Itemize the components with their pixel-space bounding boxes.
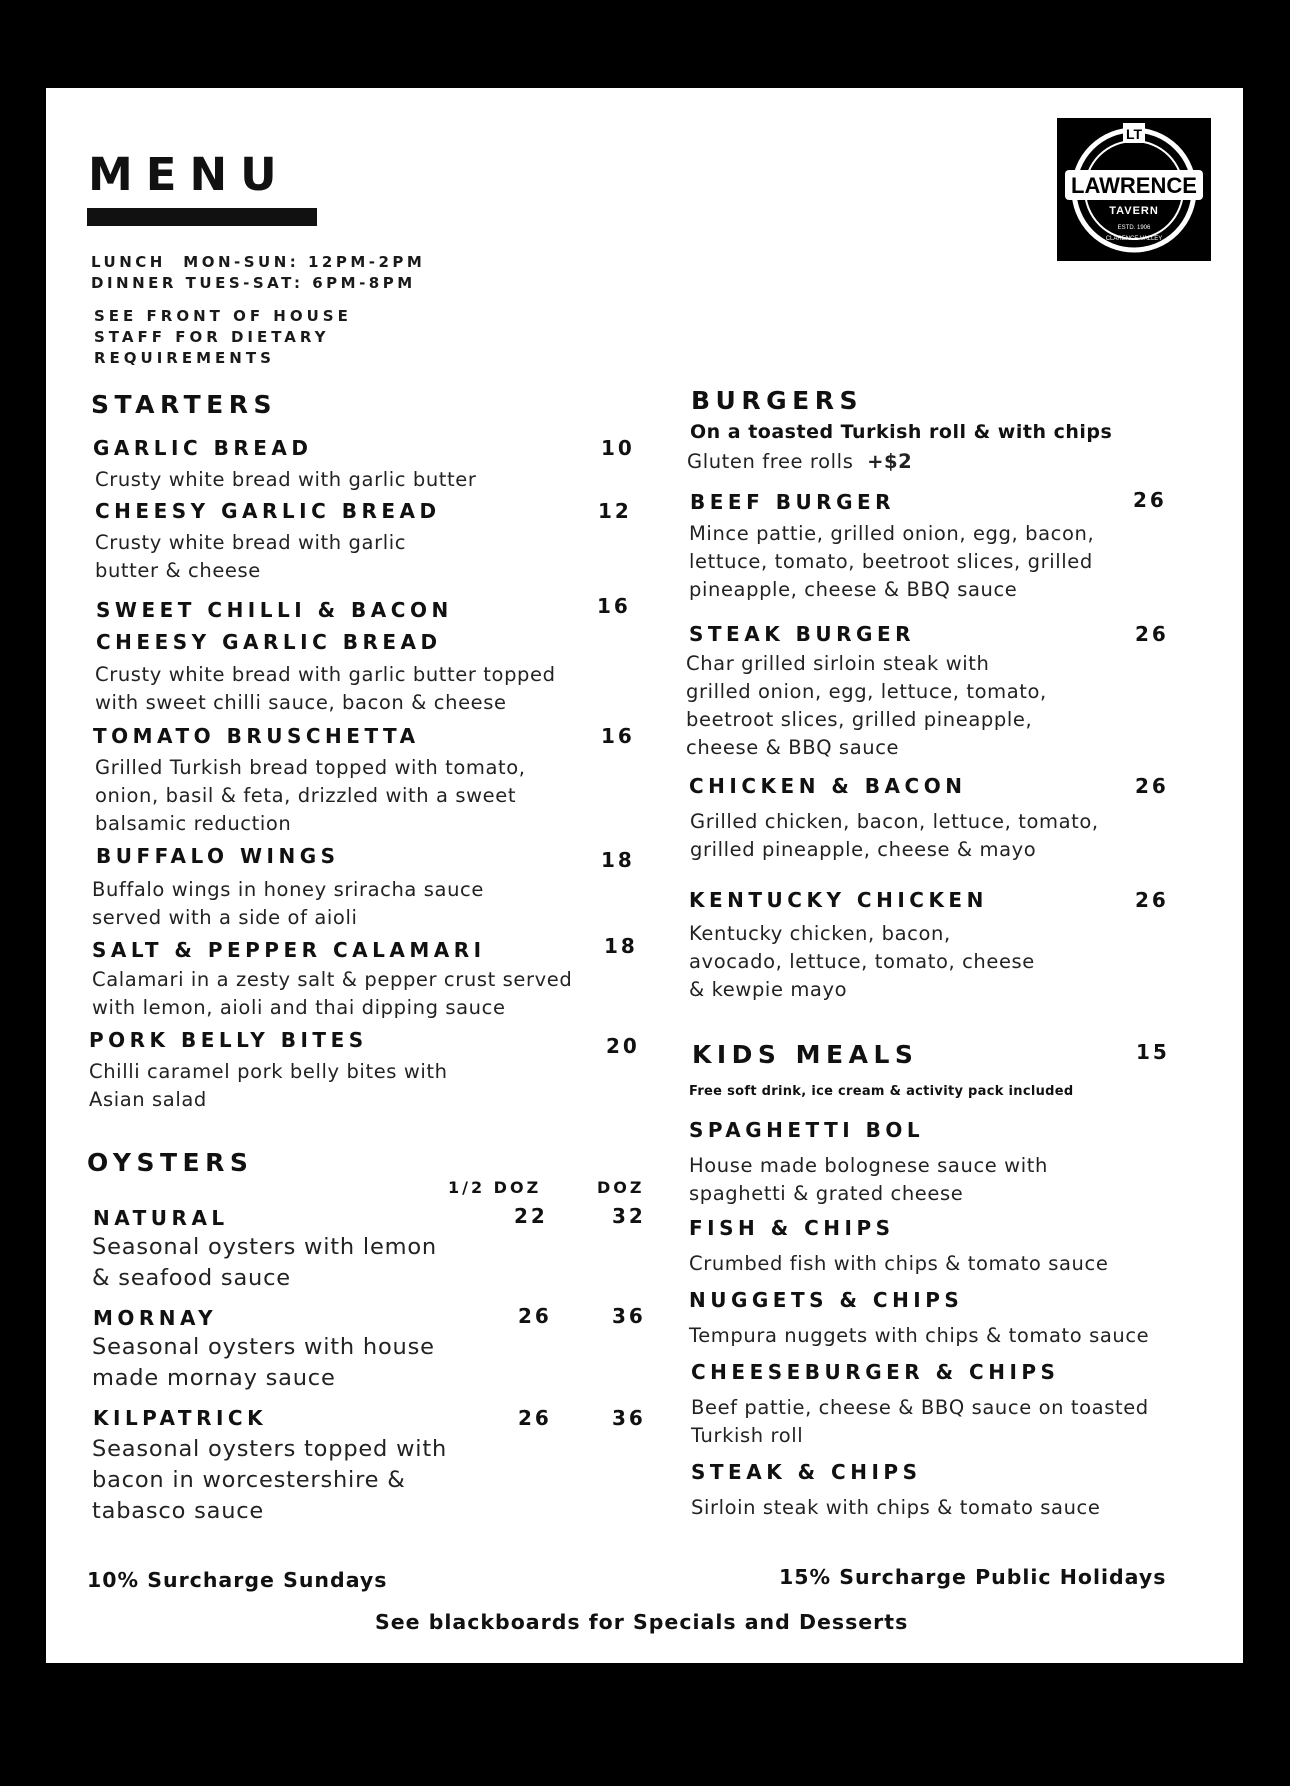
oysters-dozen-header: DOZ xyxy=(597,1178,645,1197)
starter-desc: Chilli caramel pork belly bites with Asian salad xyxy=(89,1060,448,1111)
oyster-name: MORNAY xyxy=(93,1306,218,1330)
starter-price: 18 xyxy=(604,934,638,958)
oyster-dozen-price: 32 xyxy=(612,1204,646,1228)
kids-meal-desc: Crumbed fish with chips & tomato sauce xyxy=(689,1252,1109,1275)
sunday-surcharge: 10% Surcharge Sundays xyxy=(87,1568,388,1592)
burger-name: STEAK BURGER xyxy=(689,622,916,646)
kids-meal-desc: Tempura nuggets with chips & tomato sauce xyxy=(689,1324,1150,1347)
starter-price: 16 xyxy=(597,594,631,618)
oysters-heading: OYSTERS xyxy=(87,1148,254,1177)
oyster-desc: Seasonal oysters with lemon & seafood sauce xyxy=(92,1234,437,1291)
starter-desc: Calamari in a zesty salt & pepper crust served with lemon, aioli and thai dipping sauce xyxy=(92,968,573,1019)
starter-desc: Crusty white bread with garlic butter xyxy=(95,468,477,491)
starter-price: 10 xyxy=(601,436,635,460)
oyster-half-price: 26 xyxy=(518,1304,552,1328)
menu-sheet xyxy=(46,88,1243,1663)
oysters-half-dozen-header: 1/2 DOZ xyxy=(448,1178,542,1197)
starter-desc: Buffalo wings in honey sriracha sauce served with a side of aioli xyxy=(92,878,484,929)
starter-name: SWEET CHILLI & BACON CHEESY GARLIC BREAD xyxy=(96,598,453,654)
lunch-hours: LUNCH MON-SUN: 12PM-2PM xyxy=(91,253,426,271)
starter-name: BUFFALO WINGS xyxy=(96,844,340,868)
starters-heading: STARTERS xyxy=(91,390,277,419)
burger-price: 26 xyxy=(1135,888,1169,912)
starter-desc: Crusty white bread with garlic butter & cheese xyxy=(95,531,407,582)
burgers-subtitle: On a toasted Turkish roll & with chips xyxy=(690,421,1113,443)
logo-badge-icon xyxy=(1057,118,1211,261)
oyster-desc: Seasonal oysters topped with bacon in worcestershire & tabasco sauce xyxy=(92,1436,448,1524)
burgers-heading: BURGERS xyxy=(691,386,863,415)
burger-name: KENTUCKY CHICKEN xyxy=(689,888,988,912)
opening-hours xyxy=(91,252,425,294)
logo-monogram: LT xyxy=(1125,126,1143,142)
starter-name: CHEESY GARLIC BREAD xyxy=(95,499,441,523)
starter-name: PORK BELLY BITES xyxy=(89,1028,368,1052)
dinner-hours: DINNER TUES-SAT: 6PM-8PM xyxy=(91,274,416,292)
burger-price: 26 xyxy=(1133,488,1167,512)
burger-desc: Char grilled sirloin steak with grilled onion, egg, lettuce, tomato, beetroot slices, grilled pineapple, cheese & BBQ sauce xyxy=(686,652,1047,759)
starter-desc: Grilled Turkish bread topped with tomato, onion, basil & feta, drizzled with a sweet balsamic reduction xyxy=(95,756,526,835)
burger-price: 26 xyxy=(1135,774,1169,798)
starter-price: 18 xyxy=(601,848,635,872)
gluten-free-note xyxy=(687,448,912,476)
dietary-note: SEE FRONT OF HOUSE STAFF FOR DIETARY REQUIREMENTS xyxy=(94,307,352,367)
burger-name: CHICKEN & BACON xyxy=(689,774,967,798)
oyster-name: NATURAL xyxy=(93,1206,229,1230)
kids-meal-desc: Beef pattie, cheese & BBQ sauce on toasted Turkish roll xyxy=(691,1396,1149,1447)
starter-price: 20 xyxy=(606,1034,640,1058)
kids-meal-desc: Sirloin steak with chips & tomato sauce xyxy=(691,1496,1101,1519)
starter-price: 16 xyxy=(601,724,635,748)
logo-estd: ESTD. 1906 xyxy=(1117,225,1151,231)
burger-desc: Kentucky chicken, bacon, avocado, lettuce, tomato, cheese & kewpie mayo xyxy=(689,922,1035,1001)
gluten-free-price: +$2 xyxy=(867,450,913,473)
burger-price: 26 xyxy=(1135,622,1169,646)
kids-meals-heading: KIDS MEALS xyxy=(692,1040,919,1069)
gluten-free-label: Gluten free rolls xyxy=(687,450,854,473)
starter-name: TOMATO BRUSCHETTA xyxy=(93,724,420,748)
oyster-desc: Seasonal oysters with house made mornay sauce xyxy=(92,1334,435,1391)
kids-meal-desc: House made bolognese sauce with spaghetti & grated cheese xyxy=(689,1154,1048,1205)
kids-meal-name: NUGGETS & CHIPS xyxy=(689,1288,964,1312)
public-holiday-surcharge: 15% Surcharge Public Holidays xyxy=(779,1565,1167,1589)
oyster-half-price: 22 xyxy=(514,1204,548,1228)
oyster-dozen-price: 36 xyxy=(612,1304,646,1328)
logo-region: CLARENCE VALLEY xyxy=(1105,236,1163,242)
kids-meal-name: CHEESEBURGER & CHIPS xyxy=(691,1360,1060,1384)
lawrence-tavern-logo xyxy=(1057,118,1211,261)
logo-subname: TAVERN xyxy=(1109,205,1159,217)
kids-meal-name: SPAGHETTI BOL xyxy=(689,1118,925,1142)
oyster-half-price: 26 xyxy=(518,1406,552,1430)
kids-meal-name: FISH & CHIPS xyxy=(689,1216,895,1240)
burger-desc: Mince pattie, grilled onion, egg, bacon, lettuce, tomato, beetroot slices, grilled pineapple, cheese & BBQ sauce xyxy=(689,522,1095,601)
starter-name: GARLIC BREAD xyxy=(93,436,313,460)
oyster-name: KILPATRICK xyxy=(93,1406,268,1430)
specials-note: See blackboards for Specials and Desserts xyxy=(375,1610,909,1634)
starter-desc: Crusty white bread with garlic butter topped with sweet chilli sauce, bacon & cheese xyxy=(95,663,556,714)
oyster-dozen-price: 36 xyxy=(612,1406,646,1430)
burger-name: BEEF BURGER xyxy=(690,490,896,514)
logo-name: LAWRENCE xyxy=(1071,173,1197,198)
starter-price: 12 xyxy=(598,499,632,523)
burger-desc: Grilled chicken, bacon, lettuce, tomato, grilled pineapple, cheese & mayo xyxy=(690,810,1099,861)
menu-title: MENU xyxy=(88,148,290,201)
kids-meal-name: STEAK & CHIPS xyxy=(691,1460,922,1484)
kids-meals-price: 15 xyxy=(1136,1040,1170,1064)
kids-meals-note: Free soft drink, ice cream & activity pack included xyxy=(689,1084,1074,1099)
starter-name: SALT & PEPPER CALAMARI xyxy=(92,938,486,962)
title-underline xyxy=(87,208,317,226)
